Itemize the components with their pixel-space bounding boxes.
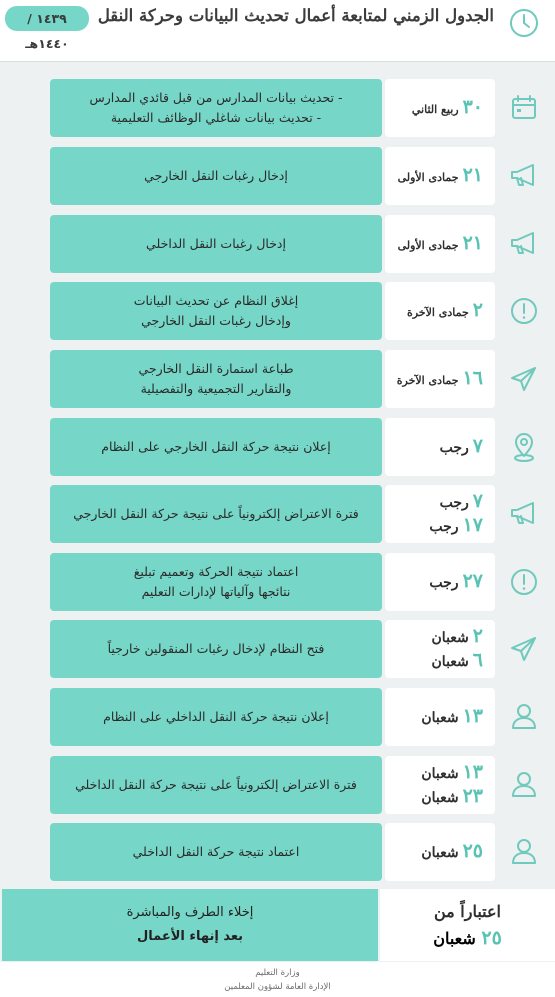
description-box <box>50 147 382 205</box>
date-line <box>385 164 483 189</box>
megaphone-icon <box>505 157 543 195</box>
footer-department: الإدارة العامة لشؤون المعلمين <box>224 982 331 992</box>
page-title: الجدول الزمني لمتابعة أعمال تحديث البيانات وحركة النقل <box>97 6 494 25</box>
date-number: ٢ <box>472 298 483 321</box>
megaphone-icon <box>505 495 543 533</box>
description-box <box>50 620 382 678</box>
date-box <box>385 147 495 205</box>
final-line-2: بعد إنهاء الأعمال <box>136 929 244 944</box>
date-number: ٦ <box>472 649 483 671</box>
date-box <box>385 823 495 881</box>
description-line: فترة الاعتراض إلكترونياً على نتيجة حركة النقل الداخلي <box>75 777 357 792</box>
date-number: ٣٠ <box>462 95 483 118</box>
final-row <box>0 889 555 961</box>
date-month: شعبان <box>421 766 459 782</box>
description-box <box>50 756 382 814</box>
date-line <box>385 570 483 594</box>
date-month: رجب <box>429 519 459 535</box>
footer-ministry: وزارة التعليم <box>255 968 300 978</box>
date-month: جمادى الأولى <box>397 170 459 184</box>
date-number: ٧ <box>472 490 483 512</box>
description-line: اعتماد نتيجة حركة النقل الداخلي <box>132 844 300 859</box>
date-line <box>385 490 483 514</box>
date-line <box>385 625 483 649</box>
description-line: إدخال رغبات النقل الخارجي <box>144 168 288 183</box>
schedule-row <box>0 418 555 476</box>
description-box <box>50 215 382 273</box>
date-line <box>385 785 483 809</box>
date-box <box>385 350 495 408</box>
schedule-row <box>0 79 555 137</box>
final-date-value <box>380 925 555 952</box>
date-number: ٢٣ <box>462 785 483 807</box>
description-box <box>50 418 382 476</box>
date-number: ٢٥ <box>462 840 483 862</box>
date-month: رجب <box>429 575 459 591</box>
description-box <box>50 485 382 543</box>
description-line: إدخال رغبات النقل الداخلي <box>146 236 286 251</box>
date-line <box>385 840 483 864</box>
final-date-prefix: اعتباراً من <box>433 901 501 921</box>
description-line: فترة الاعتراض إلكترونياً على نتيجة حركة النقل الخارجي <box>73 506 359 521</box>
date-box <box>385 620 495 678</box>
date-number: ١٣ <box>462 705 483 727</box>
final-description <box>2 889 378 961</box>
calendar-icon <box>505 89 543 127</box>
date-box <box>385 215 495 273</box>
date-month: شعبان <box>421 790 459 806</box>
schedule-row <box>0 823 555 881</box>
page-header <box>0 0 555 62</box>
date-month: شعبان <box>431 630 469 646</box>
description-box <box>50 350 382 408</box>
description-box <box>50 823 382 881</box>
date-line <box>385 299 483 324</box>
date-number: ٢٧ <box>462 570 483 592</box>
date-month: شعبان <box>431 654 469 670</box>
date-month: شعبان <box>421 710 459 726</box>
date-number: ١٦ <box>462 366 483 389</box>
date-box <box>385 688 495 746</box>
date-number: ٢١ <box>462 231 483 254</box>
schedule-row <box>0 215 555 273</box>
date-box <box>385 485 495 543</box>
send-icon <box>505 360 543 398</box>
date-number: ١٣ <box>462 761 483 783</box>
schedule-row <box>0 350 555 408</box>
description-line: إعلان نتيجة حركة النقل الداخلي على النظام <box>103 709 329 724</box>
schedule-row <box>0 553 555 611</box>
date-number: ١٧ <box>462 514 483 536</box>
date-box <box>385 418 495 476</box>
date-month: رجب <box>439 440 469 456</box>
description-line: إغلاق النظام عن تحديث البيانات <box>133 293 299 308</box>
user-icon <box>505 766 543 804</box>
schedule-row <box>0 620 555 678</box>
date-month: جمادى الآخرة <box>396 373 459 387</box>
final-date-number: ٢٥ <box>481 926 502 949</box>
date-box <box>385 553 495 611</box>
date-line <box>385 232 483 257</box>
location-icon <box>505 428 543 466</box>
description-line: إعلان نتيجة حركة النقل الخارجي على النظام <box>101 439 331 454</box>
megaphone-icon <box>505 225 543 263</box>
date-line <box>385 705 483 729</box>
schedule-row <box>0 282 555 340</box>
alert-icon <box>505 563 543 601</box>
date-month: رجب <box>439 495 469 511</box>
date-line <box>385 435 483 459</box>
date-line <box>385 96 483 121</box>
description-line: فتح النظام لإدخال رغبات المنقولين خارجياً <box>107 641 325 656</box>
date-number: ٧ <box>472 435 483 457</box>
date-line <box>385 649 483 673</box>
clock-icon <box>504 3 544 43</box>
date-line <box>385 367 483 392</box>
date-month: شعبان <box>421 845 459 861</box>
schedule-row <box>0 147 555 205</box>
date-line <box>385 761 483 785</box>
description-line: طباعة استمارة النقل الخارجي <box>138 361 294 376</box>
final-date <box>380 889 555 961</box>
description-box <box>50 553 382 611</box>
description-line: - تحديث بيانات شاغلي الوظائف التعليمية <box>110 110 322 125</box>
user-icon <box>505 698 543 736</box>
description-line: وإدخال رغبات النقل الخارجي <box>141 313 291 328</box>
date-month: ربيع الثاني <box>411 102 459 116</box>
schedule-row <box>0 756 555 814</box>
year-badge: ١٤٣٩ / ١٤٤٠هـ <box>5 6 89 31</box>
description-box <box>50 282 382 340</box>
alert-icon <box>505 292 543 330</box>
date-number: ٢ <box>472 625 483 647</box>
date-number: ٢١ <box>462 163 483 186</box>
description-line: نتائجها وآلياتها لإدارات التعليم <box>141 584 291 599</box>
description-line: والتقارير التجميعية والتفصيلية <box>140 381 292 396</box>
description-line: اعتماد نتيجة الحركة وتعميم تبليغ <box>133 564 299 579</box>
send-icon <box>505 630 543 668</box>
final-line-1: إخلاء الطرف والمباشرة <box>126 905 254 920</box>
user-icon <box>505 833 543 871</box>
date-month: جمادى الآخرة <box>406 305 469 319</box>
date-month: جمادى الأولى <box>397 238 459 252</box>
description-box <box>50 79 382 137</box>
final-date-month: شعبان <box>433 928 476 948</box>
schedule-row <box>0 485 555 543</box>
footer <box>0 962 555 997</box>
date-line <box>385 514 483 538</box>
date-box <box>385 756 495 814</box>
schedule-row <box>0 688 555 746</box>
date-box <box>385 282 495 340</box>
description-box <box>50 688 382 746</box>
description-line: - تحديث بيانات المدارس من قبل قائدي المدارس <box>89 90 343 105</box>
date-box <box>385 79 495 137</box>
